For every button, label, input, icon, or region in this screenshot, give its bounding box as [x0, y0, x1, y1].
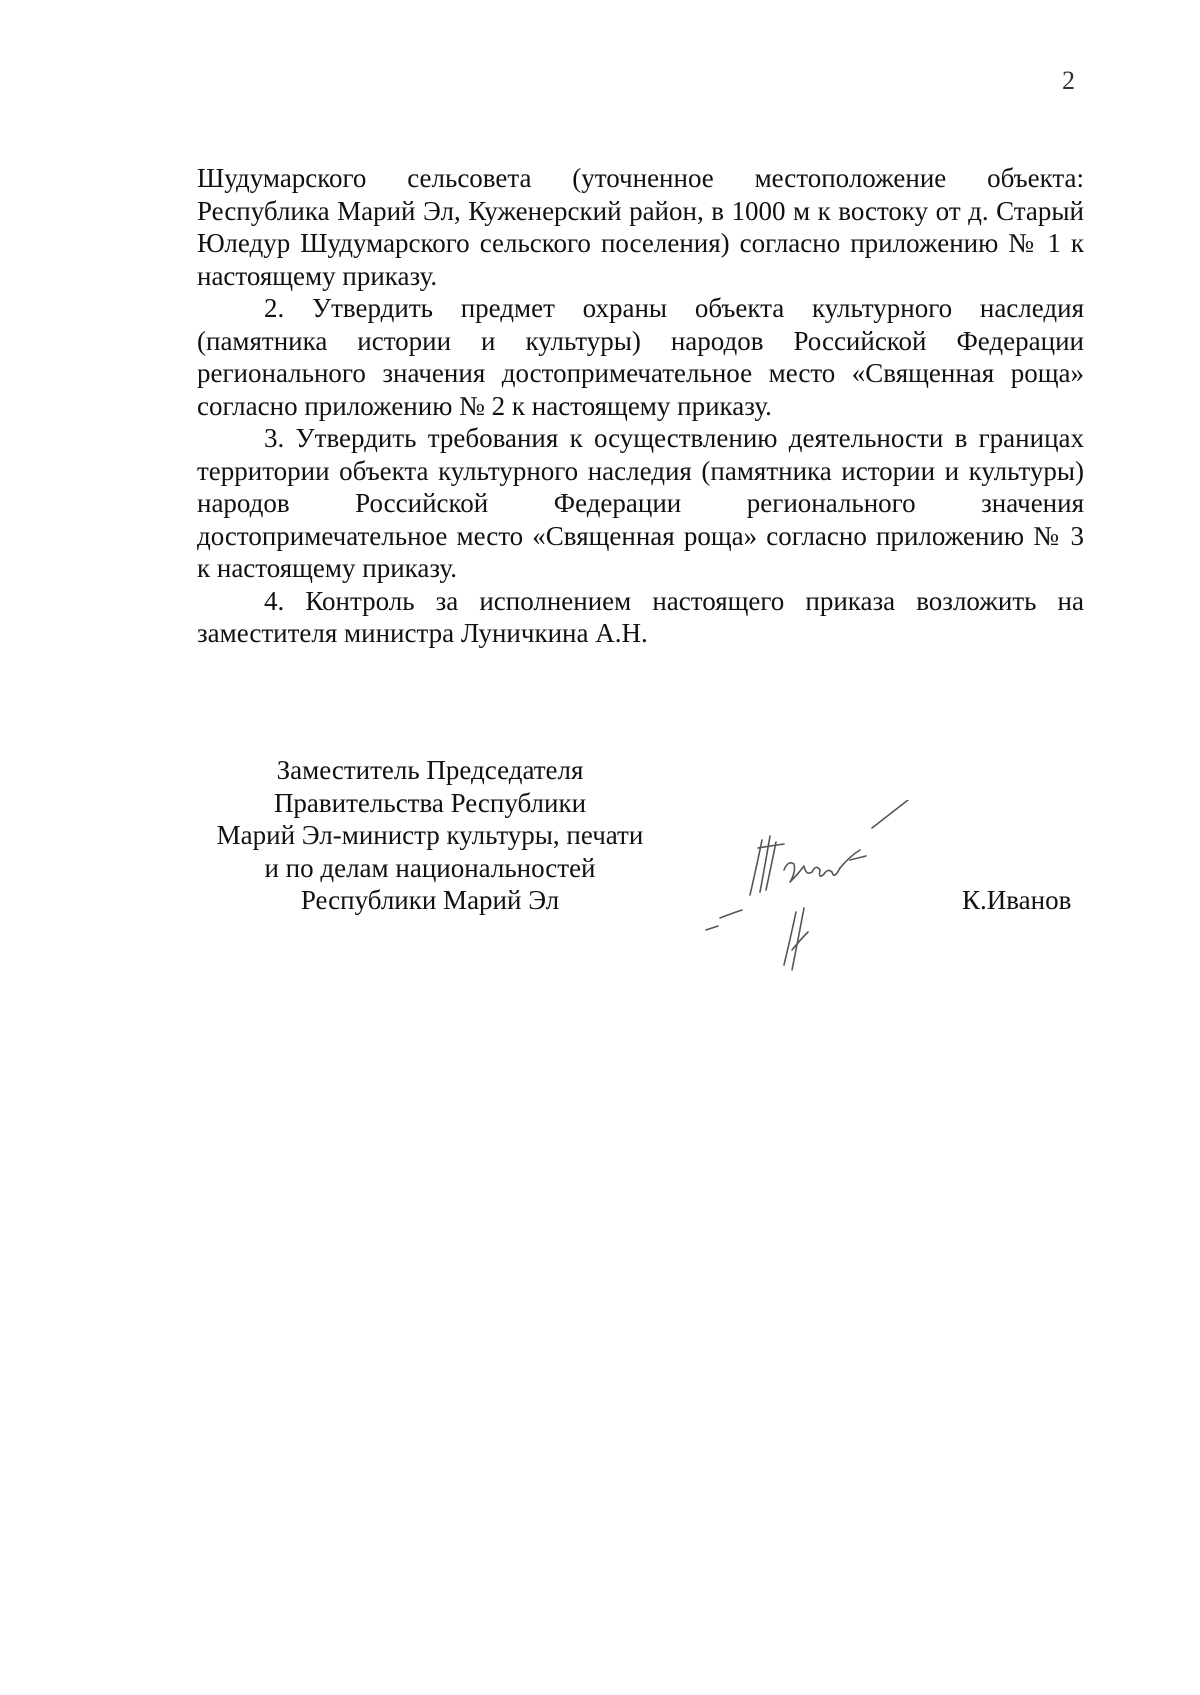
signatory-title-line: Марий Эл-министр культуры, печати: [216, 820, 644, 850]
page-number: 2: [1062, 66, 1075, 95]
handwritten-signature: [700, 800, 920, 980]
document-body: [197, 162, 1084, 650]
signatory-title-line: и по делам национальностей: [264, 852, 596, 883]
paragraph-item-4: 4. Контроль за исполнением настоящего приказа возложить на заместителя министра Луничкина А.Н.: [197, 585, 1084, 648]
signatory-title-line: Заместитель Председателя: [276, 755, 584, 785]
signatory-title: [200, 754, 660, 917]
paragraph-continuation: Шудумарского сельсовета (уточненное местоположение объекта: Республика Марий Эл, Куженерский район, в 1000 м к востоку от д. Старый Юледур Шудумарского сельского поселения) согласно приложению № 1 к настоящему приказу.: [197, 163, 1084, 291]
paragraph-item-2: 2. Утвердить предмет охраны объекта культурного наследия (памятника истории и культуры) народов Российской Федерации регионального значения достопримечательное место «Священная роща» согласно приложению № 2 к настоящему приказу.: [197, 293, 1084, 421]
signer-name: К.Иванов: [962, 885, 1072, 915]
paragraph-item-3: 3. Утвердить требования к осуществлению деятельности в границах территории объекта культурного наследия (памятника истории и культуры) народов Российской Федерации регионального значения достопримечательное место «Священная роща» согласно приложению № 3 к настоящему приказу.: [197, 423, 1084, 583]
signatory-title-line: Правительства Республики: [273, 787, 587, 818]
signatory-title-line: Республики Марий Эл: [300, 885, 560, 915]
